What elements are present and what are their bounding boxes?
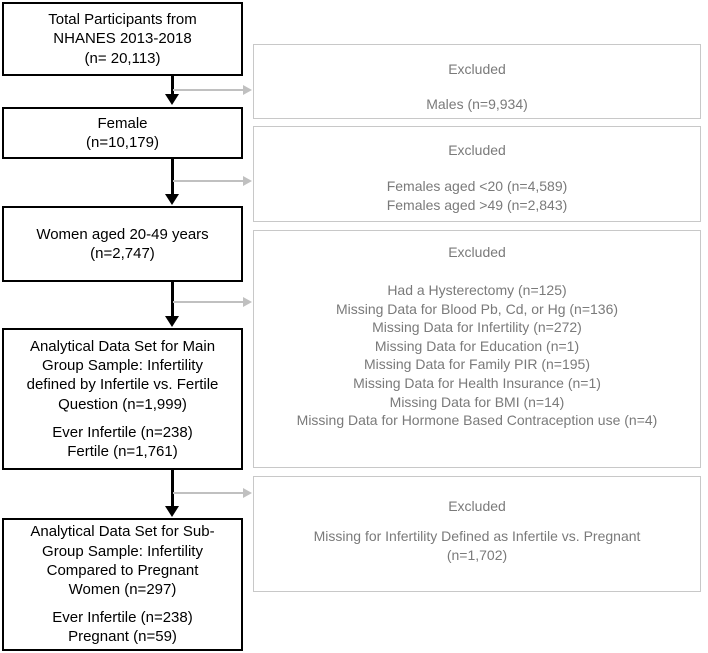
- main-box-total-participants: [2, 2, 243, 76]
- box-line: Compared to Pregnant: [46, 561, 199, 579]
- main-box-main-group-sample: [2, 328, 243, 470]
- box-subline: Fertile (n=1,761): [67, 442, 178, 460]
- excluded-body: [254, 281, 700, 430]
- box-line: Women (n=297): [68, 581, 177, 598]
- excluded-line: Had a Hysterectomy (n=125): [387, 282, 567, 298]
- main-box-women-20-49: [2, 206, 243, 282]
- exclusion-connector-arrow-1: [243, 85, 252, 95]
- box-line: (n= 20,113): [84, 49, 161, 67]
- excluded-line: Females aged <20 (n=4,589): [386, 178, 568, 194]
- box-line: NHANES 2013-2018: [53, 30, 192, 48]
- main-box-sub-group-sample: [2, 518, 243, 651]
- box-line: Group Sample: Infertility: [42, 542, 203, 560]
- excluded-title: Excluded: [448, 244, 506, 260]
- excluded-title: Excluded: [448, 142, 506, 158]
- connector-arrow-1: [165, 94, 179, 105]
- excluded-body: [254, 95, 700, 114]
- exclusion-connector-line-1: [173, 89, 243, 91]
- box-subline: Ever Infertile (n=238): [52, 609, 193, 627]
- excluded-body: [254, 527, 700, 564]
- main-box-female: [2, 107, 243, 159]
- excluded-box-pregnant-comparison: [253, 476, 701, 592]
- box-line: Question (n=1,999): [58, 395, 187, 413]
- excluded-line: Missing Data for Family PIR (n=195): [363, 356, 591, 373]
- connector-line-1: [171, 76, 174, 96]
- box-line: (n=10,179): [86, 134, 159, 151]
- excluded-box-age: [253, 126, 701, 222]
- exclusion-connector-line-4: [173, 492, 243, 494]
- excluded-title: Excluded: [448, 498, 506, 514]
- box-line: Group Sample: Infertility: [42, 357, 203, 375]
- connector-arrow-3: [165, 316, 179, 327]
- box-line: Women aged 20-49 years: [36, 225, 209, 243]
- exclusion-connector-arrow-2: [243, 176, 252, 186]
- excluded-line: Males (n=9,934): [426, 96, 528, 112]
- excluded-line: Missing Data for Education (n=1): [374, 337, 580, 354]
- excluded-line: Females aged >49 (n=2,843): [386, 196, 568, 213]
- exclusion-connector-arrow-4: [243, 488, 252, 498]
- excluded-line: Missing Data for Health Insurance (n=1): [353, 375, 601, 392]
- excluded-box-missing-data: [253, 230, 701, 468]
- exclusion-connector-arrow-3: [243, 297, 252, 307]
- box-line: Total Participants from: [48, 11, 197, 29]
- connector-arrow-2: [165, 194, 179, 205]
- box-subline: Ever Infertile (n=238): [52, 423, 193, 441]
- excluded-line: Missing Data for Infertility (n=272): [372, 319, 582, 336]
- excluded-line: Missing for Infertility Defined as Infertile vs. Pregnant: [313, 528, 641, 544]
- box-line: (n=2,747): [90, 245, 155, 262]
- excluded-box-males: [253, 44, 701, 119]
- connector-arrow-4: [165, 506, 179, 517]
- excluded-line: Missing Data for Hormone Based Contraception use (n=4): [296, 412, 658, 429]
- exclusion-connector-line-2: [173, 180, 243, 182]
- box-line: defined by Infertile vs. Fertile: [26, 376, 219, 394]
- connector-line-2: [171, 159, 174, 197]
- excluded-line: Missing Data for Blood Pb, Cd, or Hg (n=136): [335, 300, 619, 317]
- excluded-body: [254, 177, 700, 214]
- exclusion-connector-line-3: [173, 301, 243, 303]
- box-line: Analytical Data Set for Main: [29, 337, 216, 355]
- excluded-line: (n=1,702): [446, 546, 508, 563]
- box-subline: Pregnant (n=59): [68, 628, 177, 646]
- box-line: Analytical Data Set for Sub-: [30, 523, 215, 541]
- excluded-title: Excluded: [448, 61, 506, 77]
- excluded-line: Missing Data for BMI (n=14): [389, 393, 565, 410]
- box-line: Female: [97, 114, 148, 132]
